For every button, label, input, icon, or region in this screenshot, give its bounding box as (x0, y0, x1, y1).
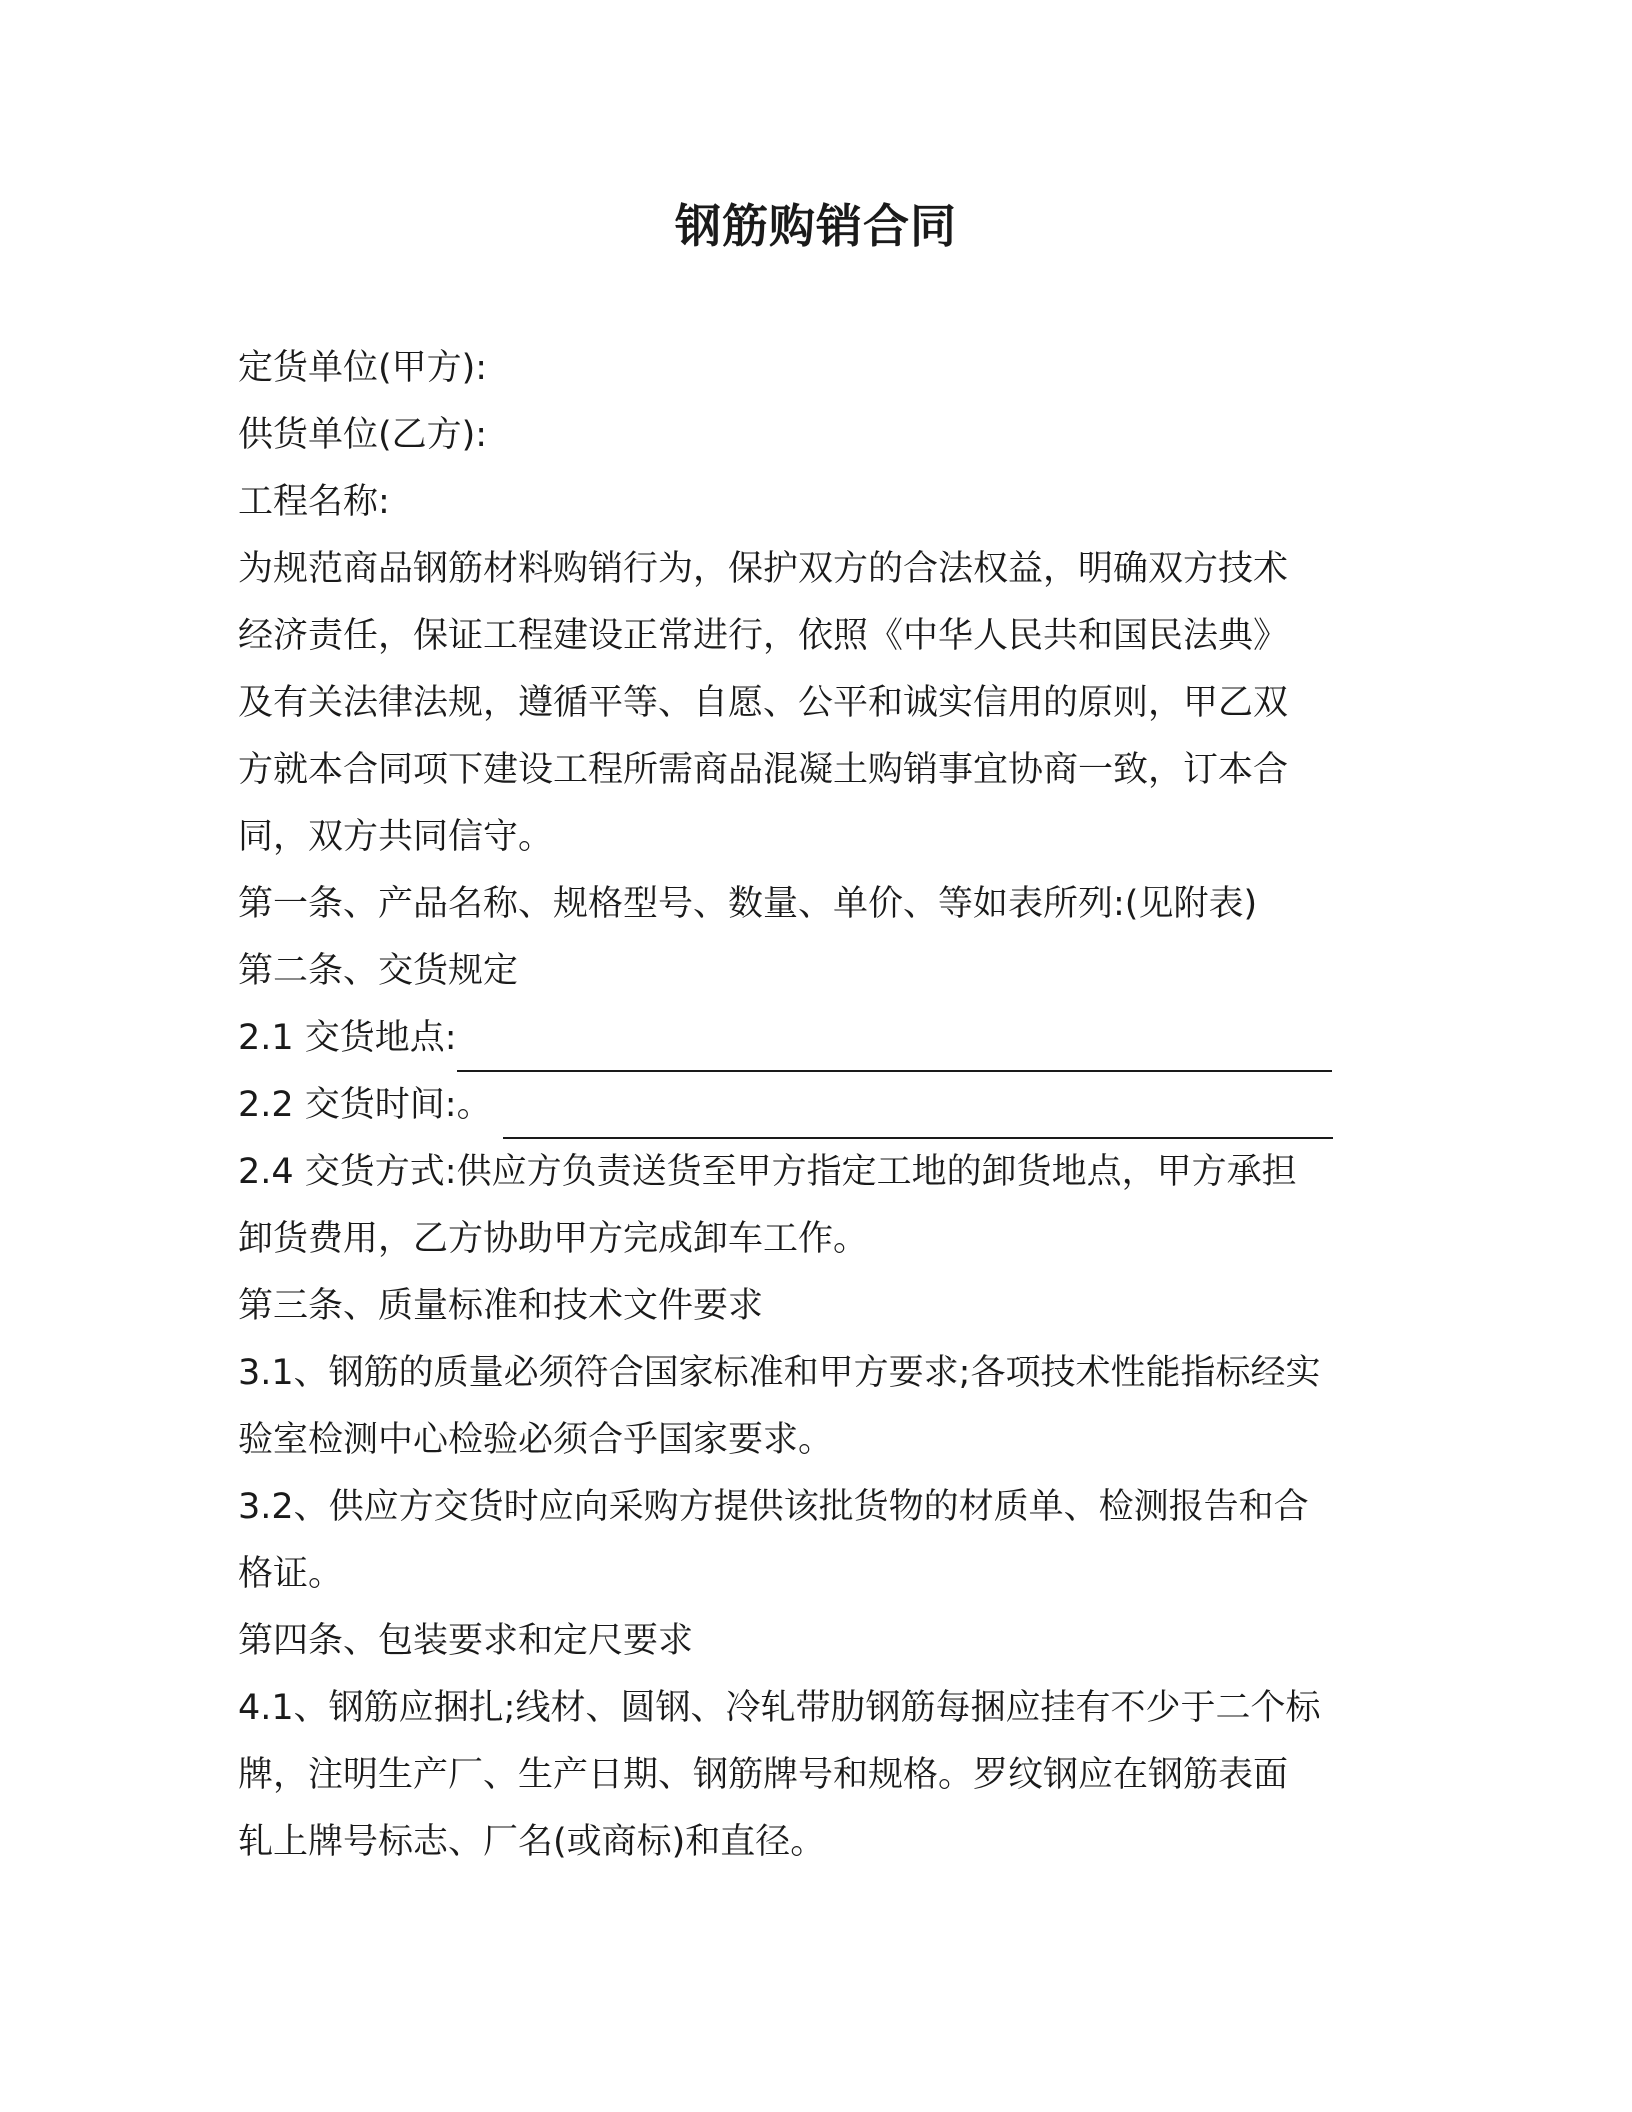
delivery-place-label: 2.1 交货地点: (238, 1018, 457, 1058)
preamble-paragraph (238, 536, 1388, 871)
quality-item-2 (238, 1474, 1388, 1608)
packaging-item-1-line: 4.1、钢筋应捆扎;线材、圆钢、冷轧带肋钢筋每捆应挂有不少于二个标 (238, 1688, 1321, 1728)
contract-body (238, 335, 1388, 1876)
delivery-time-blank (503, 1091, 1333, 1139)
quality-item-2-line: 格证。 (238, 1554, 344, 1594)
party-b-label: 供货单位(乙方): (238, 415, 488, 455)
preamble-line: 同，双方共同信守。 (238, 817, 554, 857)
preamble-line: 方就本合同项下建设工程所需商品混凝土购销事宜协商一致，订本合 (238, 750, 1289, 790)
document-title: 钢筋购销合同 (675, 199, 957, 253)
packaging-item-1-line: 轧上牌号标志、厂名(或商标)和直径。 (238, 1822, 826, 1862)
article-1: 第一条、产品名称、规格型号、数量、单价、等如表所列:(见附表) (238, 884, 1258, 924)
delivery-place-row (238, 1005, 1388, 1072)
delivery-method-line: 卸货费用，乙方协助甲方完成卸车工作。 (238, 1219, 869, 1259)
article-4-heading: 第四条、包装要求和定尺要求 (238, 1621, 694, 1661)
quality-item-1 (238, 1340, 1388, 1474)
party-a-label: 定货单位(甲方): (238, 348, 488, 388)
delivery-method-paragraph (238, 1139, 1388, 1273)
quality-item-1-line: 3.1、钢筋的质量必须符合国家标准和甲方要求;各项技术性能指标经实 (238, 1353, 1321, 1393)
article-3-heading: 第三条、质量标准和技术文件要求 (238, 1286, 764, 1326)
project-name-label: 工程名称: (238, 482, 390, 522)
article-2-heading: 第二条、交货规定 (238, 951, 519, 991)
delivery-time-row (238, 1072, 1388, 1139)
delivery-time-label: 2.2 交货时间:。 (238, 1085, 492, 1125)
packaging-item-1 (238, 1675, 1388, 1876)
preamble-line: 为规范商品钢筋材料购销行为，保护双方的合法权益，明确双方技术 (238, 549, 1289, 589)
delivery-method-line: 2.4 交货方式:供应方负责送货至甲方指定工地的卸货地点，甲方承担 (238, 1152, 1297, 1192)
preamble-line: 及有关法律法规，遵循平等、自愿、公平和诚实信用的原则，甲乙双 (238, 683, 1289, 723)
delivery-place-blank (457, 1024, 1332, 1072)
preamble-line: 经济责任，保证工程建设正常进行，依照《中华人民共和国民法典》 (238, 616, 1289, 656)
quality-item-1-line: 验室检测中心检验必须合乎国家要求。 (238, 1420, 834, 1460)
packaging-item-1-line: 牌，注明生产厂、生产日期、钢筋牌号和规格。罗纹钢应在钢筋表面 (238, 1755, 1289, 1795)
quality-item-2-line: 3.2、供应方交货时应向采购方提供该批货物的材质单、检测报告和合 (238, 1487, 1309, 1527)
